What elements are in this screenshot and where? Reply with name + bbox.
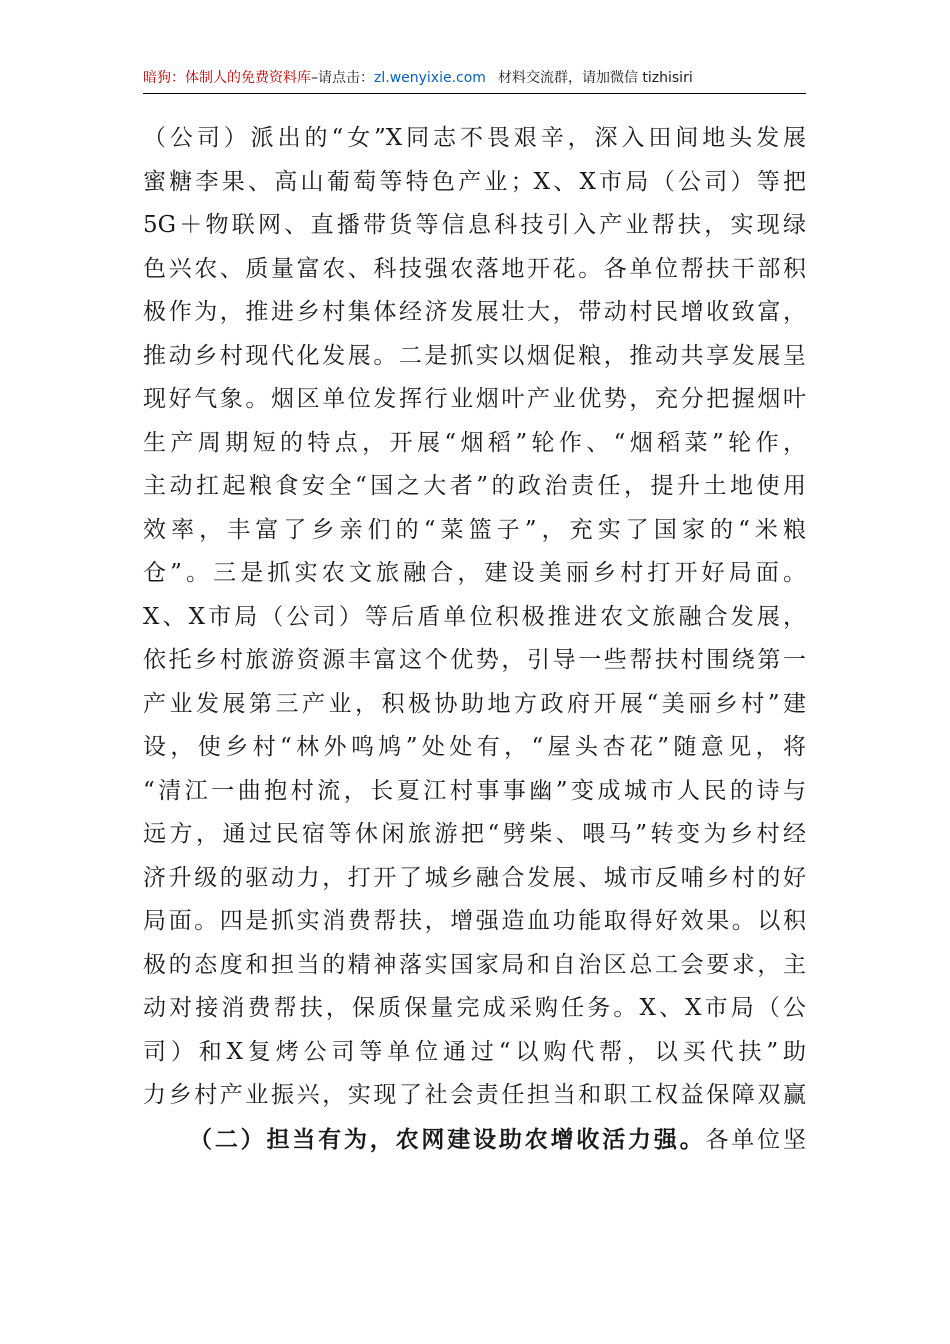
- header-click-prefix: –请点击：: [311, 70, 374, 86]
- body-line: X、X市局（公司）等后盾单位积极推进农文旅融合发展，: [143, 603, 806, 630]
- body-line: 济升级的驱动力，打开了城乡融合发展、城市反哺乡村的好: [143, 864, 806, 891]
- body-line: 司）和X复烤公司等单位通过“以购代帮，以买代扶”助: [143, 1038, 806, 1065]
- section-heading: （二）担当有为，农网建设助农增收活力强。: [189, 1125, 706, 1153]
- body-line: 5G＋物联网、直播带货等信息科技引入产业帮扶，实现绿: [143, 212, 806, 238]
- body-line: 设，使乡村“林外鸣鸠”处处有，“屋头杏花”随意见，将: [143, 734, 806, 760]
- body-line: 色兴农、质量富农、科技强农落地开花。各单位帮扶干部积: [143, 255, 806, 282]
- body-line: 推动乡村现代化发展。二是抓实以烟促粮，推动共享发展呈: [143, 342, 806, 369]
- body-line: 产业发展第三产业，积极协助地方政府开展“美丽乡村”建: [143, 690, 806, 717]
- page-header: [143, 67, 806, 94]
- body-line: 蜜糖李果、高山葡萄等特色产业；X、X市局（公司）等把: [143, 168, 806, 195]
- body-line: （公司）派出的“女”X同志不畏艰辛，深入田间地头发展: [143, 125, 806, 151]
- body-line: 效率，丰富了乡亲们的“菜篮子”，充实了国家的“米粮: [143, 516, 806, 543]
- document-body: [143, 117, 806, 1161]
- body-line: 主动扛起粮食安全“国之大者”的政治责任，提升土地使用: [143, 473, 806, 499]
- header-group-text: 材料交流群，请加微信 tizhisiri: [497, 70, 693, 86]
- body-line: 现好气象。烟区单位发挥行业烟叶产业优势，充分把握烟叶: [143, 386, 806, 412]
- header-brand: 暗狗：体制人的免费资料库: [143, 70, 311, 86]
- body-line: 极作为，推进乡村集体经济发展壮大，带动村民增收致富，: [143, 299, 806, 325]
- section-heading-continuation: 各单位坚: [705, 1126, 806, 1153]
- body-line: 动对接消费帮扶，保质保量完成采购任务。X、X市局（公: [143, 995, 806, 1021]
- body-line: 极的态度和担当的精神落实国家局和自治区总工会要求，主: [143, 951, 806, 978]
- body-line: 依托乡村旅游资源丰富这个优势，引导一些帮扶村围绕第一: [143, 647, 806, 673]
- body-line: 生产周期短的特点，开展“烟稻”轮作、“烟稻菜”轮作，: [143, 429, 806, 456]
- body-line: 远方，通过民宿等休闲旅游把“劈柴、喂马”转变为乡村经: [143, 821, 806, 847]
- header-url-link[interactable]: zl.wenyixie.com: [374, 70, 486, 86]
- section-heading-line: [143, 1118, 806, 1162]
- body-line: 局面。四是抓实消费帮扶，增强造血功能取得好效果。以积: [143, 908, 806, 934]
- body-line: 力乡村产业振兴，实现了社会责任担当和职工权益保障双赢: [143, 1082, 806, 1108]
- body-line: 仓”。三是抓实农文旅融合，建设美丽乡村打开好局面。: [143, 560, 806, 586]
- body-line: “清江一曲抱村流，长夏江村事事幽”变成城市人民的诗与: [143, 777, 806, 804]
